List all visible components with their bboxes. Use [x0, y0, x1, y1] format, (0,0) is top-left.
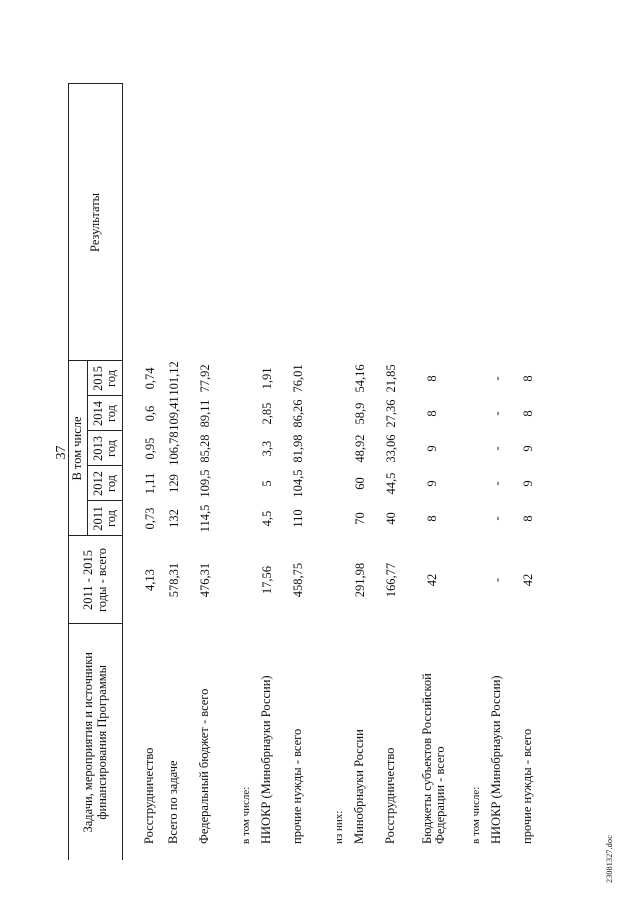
table-row: [291, 84, 322, 860]
cell-results: [198, 84, 229, 361]
row-label: из них:: [332, 810, 345, 844]
cell-y2013: [459, 431, 490, 466]
table-row: [353, 84, 384, 860]
cell-y2015: 8: [424, 375, 439, 382]
row-label: Росструдничество: [142, 747, 156, 844]
cell-total: [459, 536, 490, 624]
cell-y2015: 8: [520, 375, 535, 382]
cell-y2012: [229, 466, 260, 501]
cell-total: 166,77: [383, 562, 398, 598]
cell-y2015: 77,92: [197, 364, 212, 393]
cell-y2012: 1,11: [143, 472, 157, 495]
cell-y2014: 89,11: [197, 399, 212, 428]
cell-y2015: 54,16: [352, 364, 367, 393]
cell-y2013: 106,78: [166, 431, 181, 466]
cell-total: 42: [424, 573, 439, 587]
cell-y2011: 40: [383, 512, 398, 525]
cell-y2012: [322, 466, 353, 501]
cell-results: [291, 84, 322, 361]
cell-y2013: 33,06: [383, 434, 398, 463]
cell-total: [229, 536, 260, 624]
cell-results: [384, 84, 415, 361]
cell-results: [322, 84, 353, 361]
cell-y2011: 8: [520, 515, 535, 522]
cell-total: 458,75: [290, 562, 305, 598]
header-year-2013: 2013 год: [88, 431, 123, 466]
cell-y2015: 21,85: [383, 364, 398, 393]
cell-y2014: 8: [424, 410, 439, 417]
cell-results: [123, 84, 167, 361]
cell-results: [490, 84, 521, 361]
row-label: в том числе:: [469, 786, 482, 844]
cell-y2014: -: [489, 411, 504, 416]
table-row: [415, 84, 459, 860]
cell-y2012: 109,5: [197, 469, 212, 498]
cell-y2014: 0,6: [143, 405, 157, 422]
budget-table: [68, 83, 552, 860]
row-label: НИОКР (Минобрнауки России): [488, 675, 503, 844]
header-year-2014: 2014 год: [88, 396, 123, 431]
cell-results: [229, 84, 260, 361]
header-incl: В том числе: [69, 361, 88, 536]
cell-total: -: [489, 577, 504, 583]
table-row: [490, 84, 521, 860]
table-row: [198, 84, 229, 860]
cell-y2012: 129: [166, 474, 181, 493]
cell-results: [260, 84, 291, 361]
cell-y2013: 3,3: [259, 440, 274, 457]
cell-y2011: -: [489, 516, 504, 521]
row-label: Всего по задаче: [165, 760, 180, 844]
row-label: Минобрнауки России: [351, 729, 366, 844]
cell-results: [167, 84, 198, 361]
table-row: [521, 84, 552, 860]
cell-y2015: 0,74: [143, 367, 157, 390]
table-row: [384, 84, 415, 860]
cell-y2012: [459, 466, 490, 501]
cell-y2011: 8: [424, 515, 439, 522]
cell-y2013: -: [489, 446, 504, 451]
cell-y2013: 48,92: [352, 434, 367, 463]
cell-results: [353, 84, 384, 361]
cell-y2013: 81,98: [290, 434, 305, 463]
cell-y2012: 5: [259, 480, 274, 487]
cell-total: 476,31: [197, 562, 212, 598]
cell-y2013: 85,28: [197, 434, 212, 463]
cell-y2014: 2,85: [259, 402, 274, 425]
table-row: [260, 84, 291, 860]
cell-y2011: [229, 501, 260, 536]
header-total: 2011 - 2015 годы - всего: [69, 536, 123, 624]
header-year-2015: 2015 год: [88, 361, 123, 396]
cell-results: [521, 84, 552, 361]
cell-y2011: [322, 501, 353, 536]
cell-total: 42: [520, 573, 535, 587]
cell-total: 4,13: [143, 569, 157, 591]
header-year-2012: 2012 год: [88, 466, 123, 501]
cell-y2012: 44,5: [383, 472, 398, 495]
cell-y2013: [229, 431, 260, 466]
cell-y2013: [322, 431, 353, 466]
cell-y2015: -: [489, 376, 504, 381]
row-label: НИОКР (Минобрнауки России): [258, 675, 273, 844]
header-task: Задачи, мероприятия и источники финансирования Программы: [69, 624, 123, 860]
table-row: [167, 84, 198, 860]
cell-y2012: -: [489, 481, 504, 486]
cell-y2011: 114,5: [197, 504, 212, 533]
cell-total: 578,31: [166, 562, 181, 598]
cell-results: [459, 84, 490, 361]
table-row: [459, 84, 490, 860]
row-label: прочие нужды - всего: [519, 728, 534, 844]
cell-y2012: 9: [424, 480, 439, 487]
cell-y2012: 104,5: [290, 469, 305, 498]
cell-y2011: 132: [166, 509, 181, 528]
cell-y2012: 60: [352, 477, 367, 490]
cell-y2011: 4,5: [259, 510, 274, 527]
cell-total: 17,56: [259, 565, 274, 595]
cell-y2013: 0,95: [143, 437, 157, 460]
cell-y2012: 9: [520, 480, 535, 487]
cell-total: 291,98: [352, 562, 367, 598]
table-row: [322, 84, 353, 860]
cell-y2015: [459, 361, 490, 396]
doc-id: 23081327.doc: [605, 835, 614, 883]
cell-y2015: 101,12: [166, 361, 181, 396]
cell-y2011: [459, 501, 490, 536]
cell-y2013: 9: [520, 445, 535, 452]
cell-y2011: 70: [352, 512, 367, 525]
row-label: Бюджеты субъектов Российской Федерации - всего: [419, 673, 448, 844]
cell-y2015: 76,01: [290, 364, 305, 393]
row-label: Федеральный бюджет - всего: [196, 688, 211, 844]
row-label: в том числе:: [239, 786, 252, 844]
table-body: [123, 84, 552, 860]
cell-y2011: 110: [290, 509, 305, 528]
cell-y2014: 8: [520, 410, 535, 417]
cell-y2014: [229, 396, 260, 431]
cell-results: [415, 84, 459, 361]
cell-y2014: 109,41: [166, 396, 181, 431]
cell-y2014: [322, 396, 353, 431]
table-row: [123, 84, 167, 860]
row-label: прочие нужды - всего: [289, 728, 304, 844]
cell-y2014: 58,9: [352, 402, 367, 425]
row-label: Росструдничество: [382, 747, 397, 844]
cell-y2013: 9: [424, 445, 439, 452]
cell-y2014: 86,26: [290, 399, 305, 428]
cell-total: [322, 536, 353, 624]
cell-y2011: 0,73: [143, 507, 157, 530]
page-number: 37: [54, 445, 69, 460]
header-results: Результаты: [69, 84, 123, 361]
cell-y2015: [322, 361, 353, 396]
cell-y2014: [459, 396, 490, 431]
header-year-2011: 2011 год: [88, 501, 123, 536]
cell-y2015: 1,91: [259, 367, 274, 390]
cell-y2014: 27,36: [383, 399, 398, 428]
cell-y2015: [229, 361, 260, 396]
table-row: [229, 84, 260, 860]
